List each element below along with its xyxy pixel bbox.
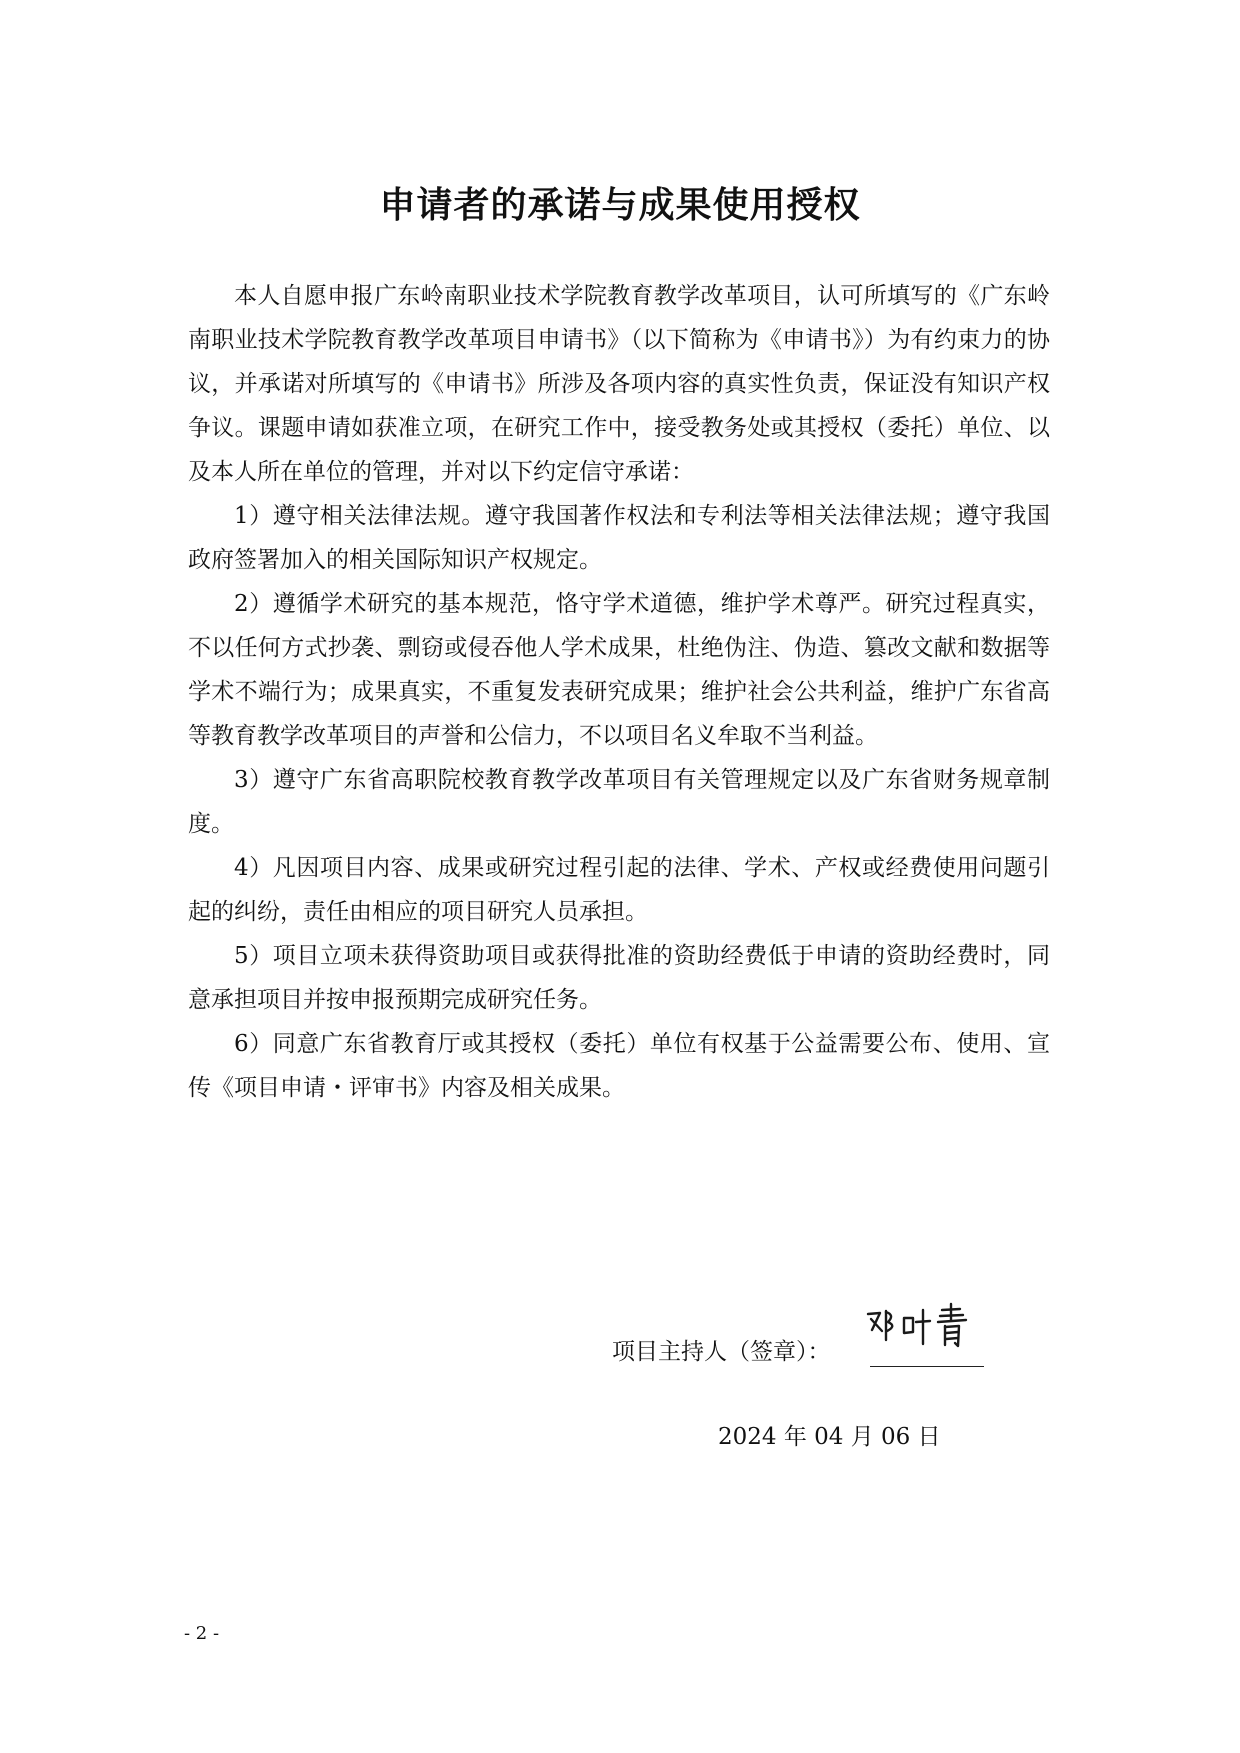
page-title: 申请者的承诺与成果使用授权 [379, 185, 861, 226]
intro-paragraph: 本人自愿申报广东岭南职业技术学院教育教学改革项目，认可所填写的《广东岭南职业技术学院教育教学改革项目申请书》（以下简称为《申请书》）为有约束力的协议，并承诺对所填写的《申请书》所涉及各项内容的真实性负责，保证没有知识产权争议。课题申请如获准立项，在研究工作中，接受教务处或其授权（委托）单位、以及本人所在单位的管理，并对以下约定信守承诺： [188, 283, 1050, 485]
commitment-item-3: 3）遵守广东省高职院校教育教学改革项目有关管理规定以及广东省财务规章制度。 [188, 767, 1050, 837]
signature-line [870, 1366, 984, 1367]
commitment-item-4: 4）凡因项目内容、成果或研究过程引起的法律、学术、产权或经费使用问题引起的纠纷，责任由相应的项目研究人员承担。 [188, 855, 1050, 925]
commitment-item-6: 6）同意广东省教育厅或其授权（委托）单位有权基于公益需要公布、使用、宣传《项目申请・评审书》内容及相关成果。 [188, 1031, 1050, 1101]
handwritten-signature [862, 1300, 972, 1356]
commitment-item-1: 1）遵守相关法律法规。遵守我国著作权法和专利法等相关法律法规；遵守我国政府签署加入的相关国际知识产权规定。 [188, 503, 1050, 573]
signing-date: 2024 年 04 月 06 日 [718, 1424, 941, 1450]
commitment-item-2: 2）遵循学术研究的基本规范，恪守学术道德，维护学术尊严。研究过程真实，不以任何方式抄袭、剽窃或侵吞他人学术成果，杜绝伪注、伪造、篡改文献和数据等学术不端行为；成果真实，不重复发表研究成果；维护社会公共利益，维护广东省高等教育教学改革项目的声誉和公信力，不以项目名义牟取不当利益。 [188, 591, 1050, 749]
signature-label: 项目主持人（签章）： [612, 1339, 831, 1365]
commitment-item-5: 5）项目立项未获得资助项目或获得批准的资助经费低于申请的资助经费时，同意承担项目并按申报预期完成研究任务。 [188, 943, 1050, 1013]
page-number: - 2 - [184, 1623, 220, 1644]
commitment-body [188, 274, 1050, 1110]
